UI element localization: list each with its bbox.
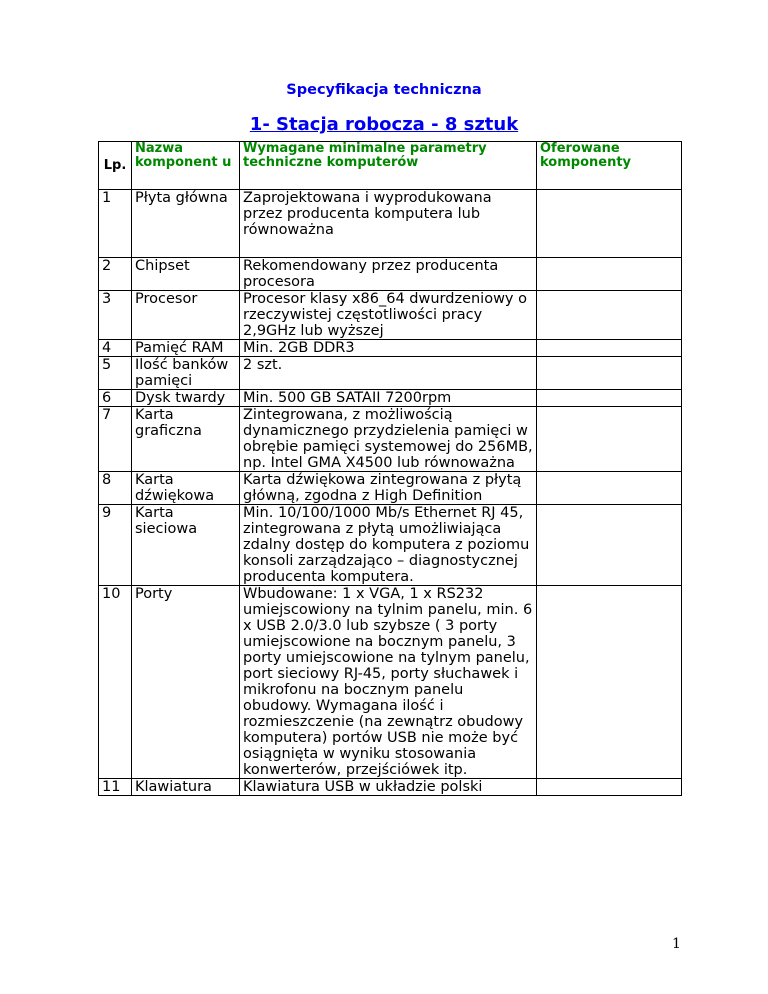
spec-table [98, 141, 682, 796]
table-row [99, 407, 682, 472]
row-lp: 1 [99, 190, 132, 258]
table-row [99, 258, 682, 291]
row-offered [537, 190, 682, 258]
row-offered [537, 472, 682, 505]
header-component: Nazwa komponent u [132, 142, 240, 190]
row-requirements: Wbudowane: 1 x VGA, 1 x RS232 umiejscowiony na tylnim panelu, min. 6 x USB 2.0/3.0 lub szybsze ( 3 porty umiejscowione na bocznym panelu, 3 porty umiejscowione na tylnym panelu, port sieciowy RJ-45, porty słuchawek i mikrofonu na bocznym panelu obudowy. Wymagana ilość i rozmieszczenie (na zewnątrz obudowy komputera) portów USB nie może być osiągnięta w wyniku stosowania konwerterów, przejściówek itp. [240, 586, 537, 779]
row-requirements: Min. 10/100/1000 Mb/s Ethernet RJ 45, zintegrowana z płytą umożliwiająca zdalny dostęp do komputera z poziomu konsoli zarządzająco – diagnostycznej producenta komputera. [240, 505, 537, 586]
row-component: Ilość banków pamięci [132, 357, 240, 390]
row-component: Chipset [132, 258, 240, 291]
table-row [99, 779, 682, 796]
row-component: Dysk twardy [132, 390, 240, 407]
table-row [99, 291, 682, 340]
row-lp: 11 [99, 779, 132, 796]
row-component: Karta graficzna [132, 407, 240, 472]
row-requirements: Zaprojektowana i wyprodukowana przez producenta komputera lub równoważna [240, 190, 537, 258]
row-offered [537, 340, 682, 357]
row-lp: 6 [99, 390, 132, 407]
row-lp: 9 [99, 505, 132, 586]
row-requirements: Rekomendowany przez producenta procesora [240, 258, 537, 291]
row-requirements: Procesor klasy x86_64 dwurdzeniowy o rzeczywistej częstotliwości pracy 2,9GHz lub wyższej [240, 291, 537, 340]
row-offered [537, 390, 682, 407]
table-row [99, 586, 682, 779]
table-header-row [99, 142, 682, 190]
row-lp: 8 [99, 472, 132, 505]
row-lp: 7 [99, 407, 132, 472]
row-offered [537, 505, 682, 586]
row-lp: 4 [99, 340, 132, 357]
document-title: Specyfikacja techniczna [286, 82, 482, 98]
table-row [99, 472, 682, 505]
header-requirements: Wymagane minimalne parametry techniczne komputerów [240, 142, 537, 190]
row-lp: 5 [99, 357, 132, 390]
row-offered [537, 357, 682, 390]
table-row [99, 505, 682, 586]
table-row [99, 190, 682, 258]
row-component: Płyta główna [132, 190, 240, 258]
row-offered [537, 586, 682, 779]
row-requirements: Zintegrowana, z możliwością dynamicznego przydzielenia pamięci w obrębie pamięci systemowej do 256MB, np. Intel GMA X4500 lub równoważna [240, 407, 537, 472]
row-requirements: Min. 2GB DDR3 [240, 340, 537, 357]
table-row [99, 357, 682, 390]
row-component: Procesor [132, 291, 240, 340]
row-offered [537, 407, 682, 472]
row-component: Karta dźwiękowa [132, 472, 240, 505]
table-row [99, 390, 682, 407]
row-lp: 3 [99, 291, 132, 340]
row-requirements: Min. 500 GB SATAII 7200rpm [240, 390, 537, 407]
header-lp: Lp. [99, 142, 132, 190]
section-title: 1- Stacja robocza - 8 sztuk [249, 114, 519, 135]
row-component: Porty [132, 586, 240, 779]
row-offered [537, 291, 682, 340]
header-offered: Oferowane komponenty [537, 142, 682, 190]
row-offered [537, 258, 682, 291]
row-component: Karta sieciowa [132, 505, 240, 586]
table-row [99, 340, 682, 357]
row-component: Klawiatura [132, 779, 240, 796]
row-lp: 10 [99, 586, 132, 779]
row-offered [537, 779, 682, 796]
row-requirements: 2 szt. [240, 357, 537, 390]
row-requirements: Klawiatura USB w układzie polski [240, 779, 537, 796]
row-lp: 2 [99, 258, 132, 291]
row-component: Pamięć RAM [132, 340, 240, 357]
page-number: 1 [672, 936, 681, 952]
row-requirements: Karta dźwiękowa zintegrowana z płytą główną, zgodna z High Definition [240, 472, 537, 505]
